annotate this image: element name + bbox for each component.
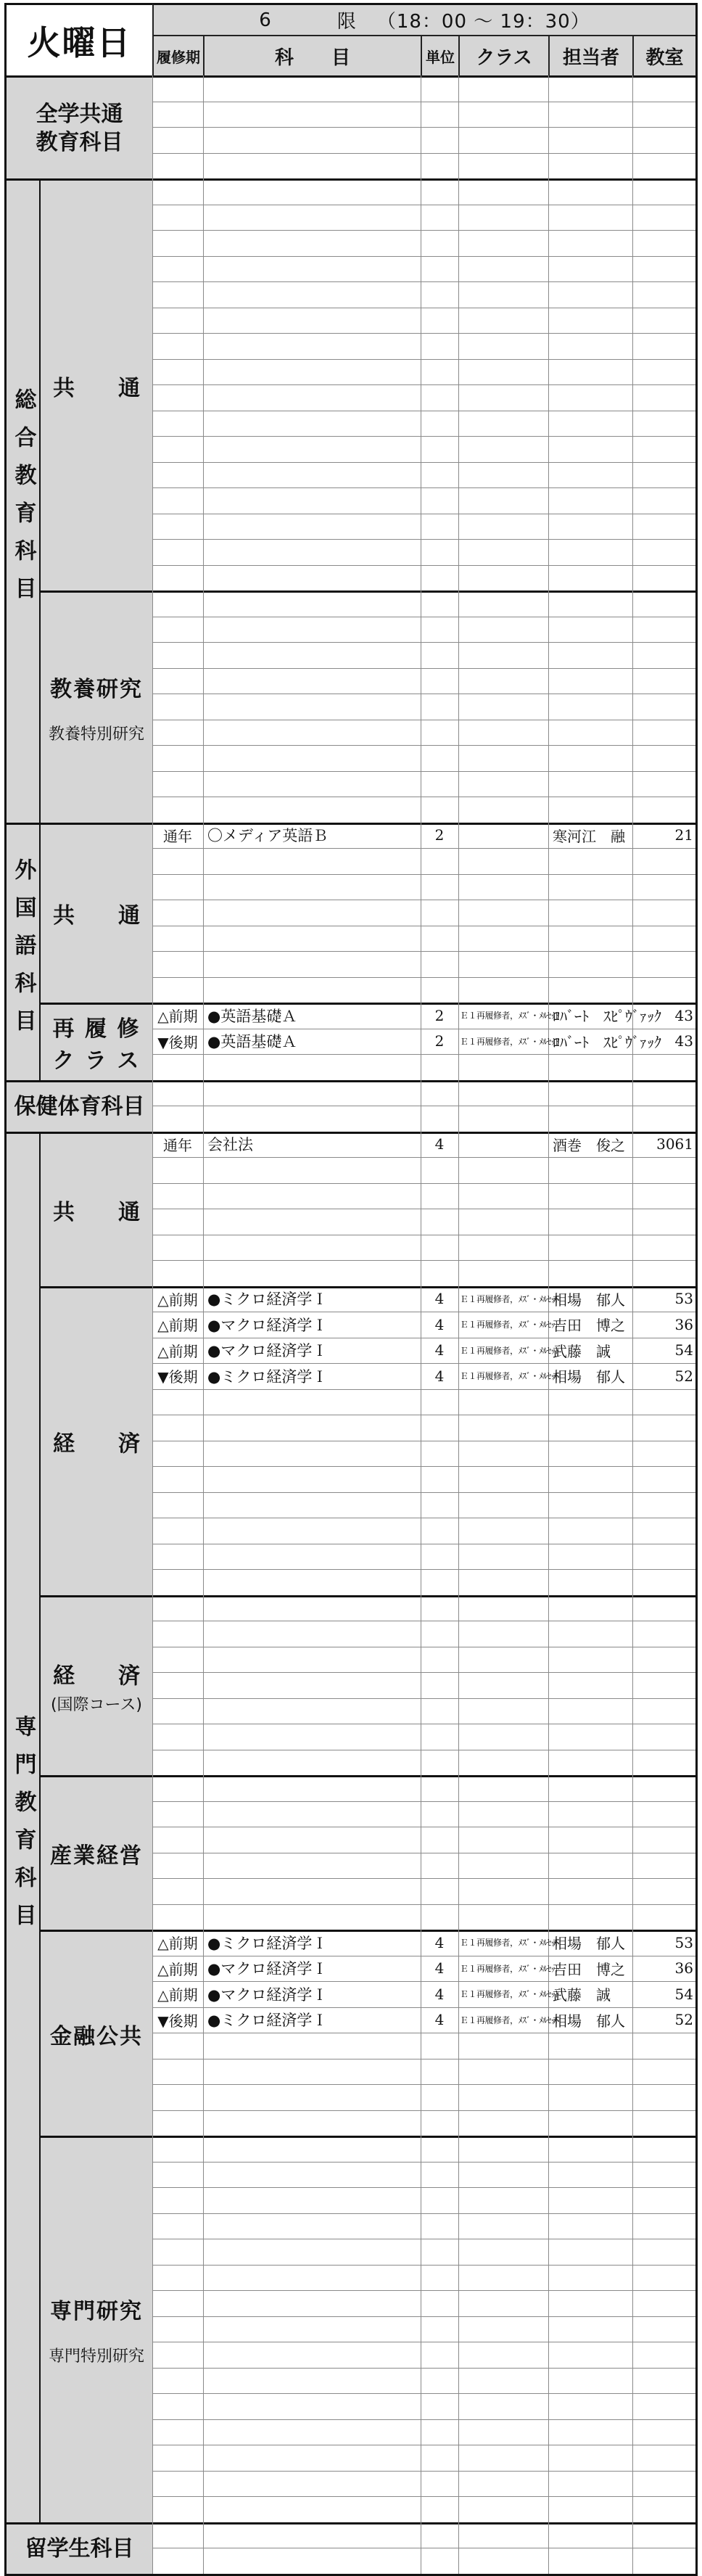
subsection-title: 教養研究 <box>50 676 143 702</box>
course-room: 21 <box>674 826 693 844</box>
course-tch: 相場 郁人 <box>553 1368 625 1386</box>
column-rule <box>458 823 459 1003</box>
row-rule <box>152 874 698 875</box>
course-cls: Ｅ１再履修者，ﾒｽﾞ・ﾒﾙｾｯﾄ <box>460 1963 559 1974</box>
subsection-subtitle: (国際コース) <box>50 1695 143 1714</box>
column-rule <box>632 1595 633 1776</box>
column-rule <box>458 590 459 823</box>
period-header <box>152 3 698 35</box>
row-rule <box>152 384 698 385</box>
column-rule <box>458 1595 459 1776</box>
course-subj: ●英語基礎Ａ <box>207 1007 297 1025</box>
course-cls: Ｅ１再履修者，ﾒｽﾞ・ﾒﾙｾｯﾄ <box>460 1011 559 1021</box>
column-rule <box>632 2522 633 2574</box>
row-rule <box>152 256 698 257</box>
subsection-label <box>39 2136 152 2522</box>
column-rule <box>458 75 459 178</box>
subsection-title-line2: ク ラ ス <box>52 1048 141 1074</box>
row-rule <box>152 2084 698 2085</box>
section-label <box>4 823 39 1080</box>
course-term: △前期 <box>157 1986 198 2004</box>
row-rule <box>152 333 698 334</box>
row-rule <box>152 281 698 282</box>
period-time: （18：00 ～ 19：30） <box>376 11 590 33</box>
subsection-title: 共 通 <box>53 1199 140 1225</box>
course-cls <box>458 823 548 849</box>
course-subj: ●マクロ経済学Ｉ <box>207 1986 328 2004</box>
row-rule <box>152 1698 698 1699</box>
row-rule <box>152 127 698 128</box>
column-rule <box>548 2136 549 2522</box>
row-rule <box>152 1157 698 1158</box>
row-rule <box>152 2290 698 2291</box>
course-room: 43 <box>674 1032 693 1050</box>
subsection-label <box>39 1286 152 1595</box>
course-term: 通年 <box>163 1136 192 1154</box>
section-rule <box>152 1595 698 1597</box>
subsection-subtitle: 教養特別研究 <box>48 725 144 744</box>
column-rule <box>632 2136 633 2522</box>
subsection-title: 共 通 <box>53 375 140 401</box>
row-rule <box>152 2393 698 2394</box>
course-cls: Ｅ１再履修者，ﾒｽﾞ・ﾒﾙｾｯﾄ <box>460 1989 559 2000</box>
column-header-cls: クラス <box>458 35 548 75</box>
course-term: △前期 <box>157 1008 198 1026</box>
row-rule <box>152 359 698 360</box>
column-rule <box>548 823 549 1003</box>
row-rule <box>152 848 698 849</box>
row-rule <box>152 1260 698 1261</box>
column-rule <box>152 1775 153 1930</box>
course-term: △前期 <box>157 1317 198 1335</box>
course-tch: 相場 郁人 <box>553 1935 625 1953</box>
course-subj: ●ミクロ経済学Ｉ <box>207 1291 328 1309</box>
section-label: 保健体育科目 <box>4 1080 152 1132</box>
course-unit: 2 <box>434 1006 445 1024</box>
section-label-vertical: 総合教育科目 <box>10 388 36 615</box>
column-rule <box>548 1080 549 1132</box>
row-rule <box>152 1492 698 1493</box>
column-rule <box>203 1595 204 1776</box>
row-rule <box>152 1904 698 1905</box>
section-rule <box>152 2136 698 2138</box>
subsection-label <box>39 1595 152 1776</box>
column-rule <box>152 1080 153 1132</box>
row-rule <box>152 1466 698 1467</box>
subsection-label <box>39 590 152 823</box>
row-rule <box>152 2471 698 2472</box>
course-room: 52 <box>674 2011 693 2029</box>
column-rule <box>458 178 459 590</box>
period-number: 6 <box>259 9 272 31</box>
row-rule <box>152 2265 698 2266</box>
course-term: 通年 <box>163 827 192 845</box>
course-unit: 2 <box>434 1032 445 1050</box>
course-cls: Ｅ１再履修者，ﾒｽﾞ・ﾒﾙｾｯﾄ <box>460 1371 559 1382</box>
course-unit: 4 <box>434 2011 445 2029</box>
course-tch: ﾛﾊﾞｰﾄ ｽﾋﾟｳﾞｧｯｸ <box>553 1033 661 1051</box>
row-rule <box>152 1801 698 1802</box>
course-subj: 〇メディア英語Ｂ <box>207 827 329 845</box>
column-rule <box>152 823 153 1003</box>
subsection-title: 経 済 <box>53 1663 140 1689</box>
column-rule <box>632 590 633 823</box>
column-rule <box>548 75 549 178</box>
course-room: 54 <box>674 1985 693 2003</box>
section-label: 留学生科目 <box>4 2522 152 2574</box>
column-rule <box>152 2522 153 2574</box>
course-subj: ●マクロ経済学Ｉ <box>207 1342 328 1360</box>
section-rule <box>152 590 698 593</box>
subsection-title: 専門研究 <box>50 2299 143 2325</box>
course-tch: 武藤 誠 <box>553 1986 611 2004</box>
course-term: △前期 <box>157 1291 198 1309</box>
row-rule <box>152 539 698 540</box>
column-rule <box>548 178 549 590</box>
column-rule <box>152 178 153 590</box>
column-rule <box>203 2522 204 2574</box>
column-rule <box>152 590 153 823</box>
column-rule <box>203 590 204 823</box>
row-rule <box>152 668 698 669</box>
course-unit: 4 <box>434 1341 445 1359</box>
course-unit: 4 <box>434 1135 445 1153</box>
course-subj: ●ミクロ経済学Ｉ <box>207 1367 328 1386</box>
row-rule <box>152 2213 698 2214</box>
section-rule <box>152 1775 698 1777</box>
subsection-title: 共 通 <box>53 903 140 929</box>
subsection-label <box>39 823 152 1003</box>
column-header-unit: 単位 <box>421 35 458 75</box>
course-room: 52 <box>674 1367 693 1385</box>
row-rule <box>152 565 698 566</box>
column-rule <box>203 2136 204 2522</box>
course-unit: 4 <box>434 1985 445 2003</box>
subsection-label <box>39 1132 152 1286</box>
section-label: 全学共通 教育科目 <box>4 75 152 178</box>
column-rule <box>458 2522 459 2574</box>
row-rule <box>152 771 698 772</box>
course-term: △前期 <box>157 1342 198 1360</box>
course-tch: 寒河江 融 <box>553 827 625 845</box>
section-label <box>4 1132 39 2522</box>
course-cls: Ｅ１再履修者，ﾒｽﾞ・ﾒﾙｾｯﾄ <box>460 1345 559 1356</box>
subsection-label <box>39 1930 152 2136</box>
course-unit: 2 <box>434 826 445 844</box>
course-subj: ●マクロ経済学Ｉ <box>207 1316 328 1334</box>
subsection-title: 再 履 修 <box>52 1016 141 1042</box>
row-rule <box>152 153 698 154</box>
course-cls: Ｅ１再履修者，ﾒｽﾞ・ﾒﾙｾｯﾄ <box>460 1938 559 1949</box>
course-subj: ●マクロ経済学Ｉ <box>207 1960 328 1978</box>
course-room: 36 <box>674 1315 693 1333</box>
course-term: ▼後期 <box>157 1033 198 1051</box>
section-rule <box>152 75 698 78</box>
row-rule <box>152 1672 698 1673</box>
row-rule <box>152 462 698 463</box>
column-rule <box>152 75 153 178</box>
column-rule <box>458 1775 459 1930</box>
course-term: ▼後期 <box>157 1368 198 1386</box>
course-room: 36 <box>674 1959 693 1978</box>
course-tch: 酒巻 俊之 <box>553 1136 625 1154</box>
row-rule <box>152 436 698 437</box>
course-term: △前期 <box>157 1935 198 1953</box>
row-rule <box>152 2368 698 2369</box>
column-rule <box>632 178 633 590</box>
course-room: 3061 <box>656 1135 693 1153</box>
subsection-label <box>39 178 152 590</box>
subsection-title: 経 済 <box>53 1431 140 1457</box>
row-rule <box>152 1878 698 1879</box>
subsection-title: 産業経営 <box>50 1843 143 1869</box>
column-rule <box>632 75 633 178</box>
course-unit: 4 <box>434 1290 445 1308</box>
section-rule <box>152 1080 698 1082</box>
column-rule <box>548 2522 549 2574</box>
column-rule <box>458 1080 459 1132</box>
course-tch: ﾛﾊﾞｰﾄ ｽﾋﾟｳﾞｧｯｸ <box>553 1008 661 1026</box>
course-cls: Ｅ１再履修者，ﾒｽﾞ・ﾒﾙｾｯﾄ <box>460 1293 559 1304</box>
row-rule <box>152 951 698 952</box>
column-rule <box>203 178 204 590</box>
subsection-subtitle: 専門特別研究 <box>48 2347 144 2366</box>
row-rule <box>152 1183 698 1184</box>
course-term: △前期 <box>157 1960 198 1978</box>
course-unit: 4 <box>434 1315 445 1333</box>
period-label: 限 <box>336 11 357 33</box>
course-cls: Ｅ１再履修者，ﾒｽﾞ・ﾒﾙｾｯﾄ <box>460 2015 559 2025</box>
course-tch: 武藤 誠 <box>553 1342 611 1360</box>
row-rule <box>152 230 698 231</box>
row-rule <box>152 2162 698 2163</box>
column-header-room: 教室 <box>632 35 698 75</box>
subsection-title: 金融公共 <box>50 2023 143 2049</box>
row-rule <box>152 2419 698 2420</box>
row-rule <box>152 2316 698 2317</box>
course-subj: 会社法 <box>207 1136 253 1154</box>
course-tch: 相場 郁人 <box>553 1291 625 1309</box>
course-unit: 4 <box>434 1933 445 1951</box>
subsection-label <box>39 1003 152 1080</box>
section-label-vertical: 専門教育科目 <box>10 1714 36 1941</box>
course-subj: ●英語基礎Ａ <box>207 1033 297 1051</box>
subsection-label <box>39 1775 152 1930</box>
course-term: ▼後期 <box>157 2012 198 2030</box>
row-rule <box>152 487 698 488</box>
bottom-rule <box>4 2574 698 2576</box>
column-header-term: 履修期 <box>152 35 203 75</box>
course-subj: ●ミクロ経済学Ｉ <box>207 2012 328 2030</box>
column-rule <box>632 1080 633 1132</box>
row-rule <box>152 1054 698 1055</box>
column-rule <box>152 1595 153 1776</box>
course-cls <box>458 1132 548 1158</box>
course-cls: Ｅ１再履修者，ﾒｽﾞ・ﾒﾙｾｯﾄ <box>460 1320 559 1330</box>
course-tch: 相場 郁人 <box>553 2012 625 2030</box>
row-rule <box>152 977 698 978</box>
course-room: 54 <box>674 1341 693 1359</box>
section-rule <box>152 2522 698 2524</box>
course-unit: 4 <box>434 1959 445 1978</box>
column-rule <box>548 1775 549 1930</box>
column-rule <box>203 75 204 178</box>
column-rule <box>548 590 549 823</box>
column-rule <box>548 1595 549 1776</box>
column-rule <box>203 823 204 1003</box>
day-title: 火曜日 <box>4 3 152 75</box>
section-label <box>4 178 39 823</box>
course-room: 53 <box>674 1290 693 1308</box>
course-tch: 吉田 博之 <box>553 1960 625 1978</box>
column-rule <box>632 1775 633 1930</box>
course-subj: ●ミクロ経済学Ｉ <box>207 1934 328 1952</box>
course-room: 43 <box>674 1006 693 1024</box>
course-tch: 吉田 博之 <box>553 1317 625 1335</box>
column-rule <box>152 2136 153 2522</box>
row-rule <box>152 2496 698 2497</box>
row-rule <box>152 2187 698 2188</box>
section-label-vertical: 外国語科目 <box>10 857 36 1047</box>
column-rule <box>203 1775 204 1930</box>
row-rule <box>152 1389 698 1390</box>
row-rule <box>152 2110 698 2111</box>
course-cls: Ｅ１再履修者，ﾒｽﾞ・ﾒﾙｾｯﾄ <box>460 1036 559 1047</box>
row-rule <box>152 642 698 643</box>
column-rule <box>458 2136 459 2522</box>
column-header-subj: 科 目 <box>203 35 421 75</box>
column-header-tch: 担当者 <box>548 35 632 75</box>
column-rule <box>203 1080 204 1132</box>
course-room: 53 <box>674 1933 693 1951</box>
row-rule <box>152 745 698 746</box>
course-unit: 4 <box>434 1367 445 1385</box>
section-rule <box>152 178 698 181</box>
column-rule <box>632 823 633 1003</box>
row-rule <box>152 1569 698 1570</box>
